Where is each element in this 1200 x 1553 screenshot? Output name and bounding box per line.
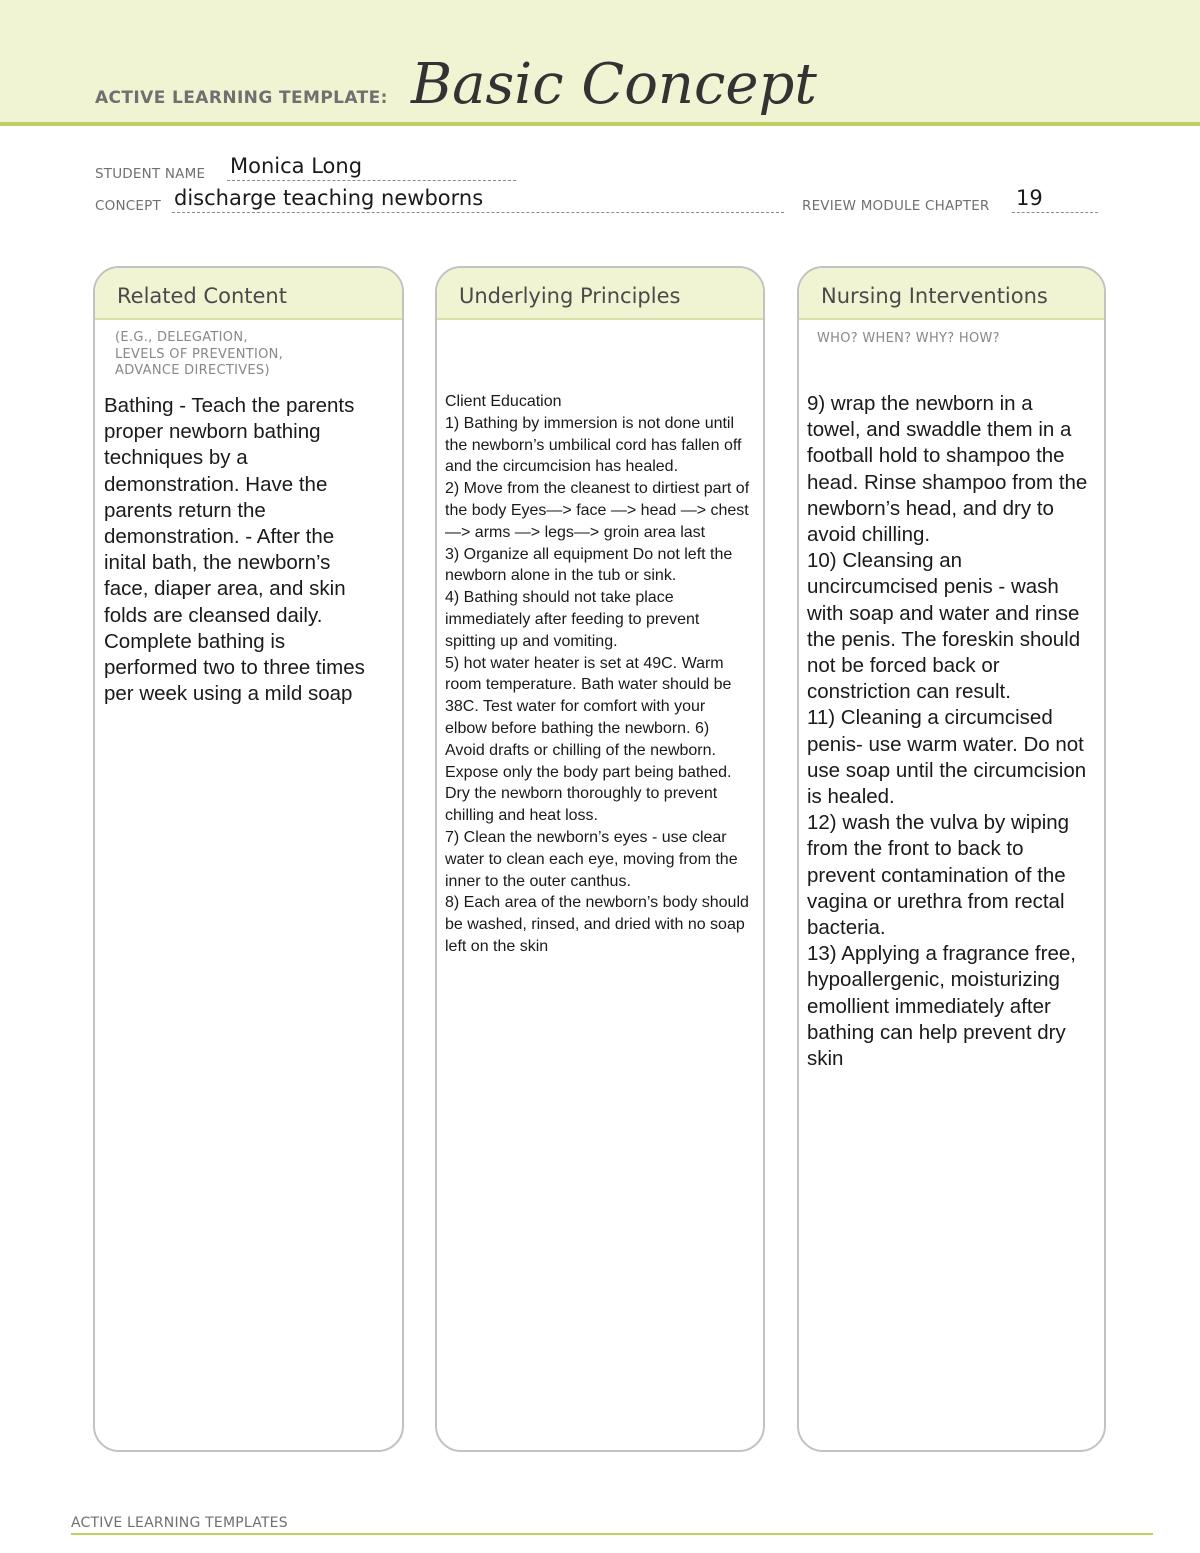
underlying-principles-box: [435, 266, 765, 1452]
student-name-label: STUDENT NAME: [95, 166, 206, 182]
nursing-interventions-title: Nursing Interventions: [821, 284, 1048, 308]
template-title: Basic Concept: [411, 52, 817, 117]
nursing-interventions-box: [797, 266, 1106, 1452]
concept-label: CONCEPT: [95, 198, 161, 214]
review-module-field[interactable]: 19: [1016, 186, 1043, 210]
student-name-field[interactable]: Monica Long: [230, 154, 363, 178]
related-content-hint: (E.G., DELEGATION, LEVELS OF PREVENTION, ADVANCE DIRECTIVES): [115, 330, 284, 378]
related-content-text[interactable]: Bathing - Teach the parents proper newborn bathing techniques by a demonstration. Have the parents return the demonstration. - After the inital bath, the newborn’s face, diaper area, and skin folds are cleansed daily. Complete bathing is performed two to three times per week using a mild soap: [104, 394, 365, 706]
template-label: ACTIVE LEARNING TEMPLATE:: [95, 88, 388, 108]
related-content-box: [93, 266, 404, 1452]
student-name-line: [227, 180, 516, 181]
related-content-title: Related Content: [117, 284, 287, 308]
nursing-interventions-hint: WHO? WHEN? WHY? HOW?: [817, 331, 1000, 346]
underlying-principles-header: [437, 268, 763, 320]
concept-line: [172, 212, 784, 213]
review-module-line: [1012, 212, 1098, 213]
underlying-principles-title: Underlying Principles: [459, 284, 681, 308]
underlying-principles-text[interactable]: Client Education 1) Bathing by immersion is not done until the newborn’s umbilical cord has fallen off and the circumcision has healed. 2) Move from the cleanest to dirtiest part of the body Eyes—> face —> head —> chest —> arms —> legs—> groin area last 3) Organize all equipment Do not left the newborn alone in the tub or sink. 4) Bathing should not take place immediately after feeding to prevent spitting up and vomiting. 5) hot water heater is set at 49C. Warm room temperature. Bath water should be 38C. Test water for comfort with your elbow before bathing the newborn. 6) Avoid drafts or chilling of the newborn. Expose only the body part being bathed. Dry the newborn thoroughly to prevent chilling and heat loss. 7) Clean the newborn’s eyes - use clear water to clean each eye, moving from the inner to the outer canthus. 8) Each area of the newborn’s body should be washed, rinsed, and dried with no soap left on the skin: [445, 393, 750, 955]
footer-rule: [71, 1533, 1153, 1535]
concept-field[interactable]: discharge teaching newborns: [174, 186, 484, 210]
footer-label: ACTIVE LEARNING TEMPLATES: [71, 1515, 288, 1531]
review-module-label: REVIEW MODULE CHAPTER: [802, 198, 990, 214]
nursing-interventions-header: [799, 268, 1104, 320]
related-content-header: [95, 268, 402, 320]
header-rule: [0, 122, 1200, 126]
nursing-interventions-text[interactable]: 9) wrap the newborn in a towel, and swaddle them in a football hold to shampoo the head. Rinse shampoo from the newborn’s head, and dry to avoid chilling. 10) Cleansing an uncircumcised penis - wash with soap and water and rinse the penis. The foreskin should not be forced back or constriction can result. 11) Cleaning a circumcised penis- use warm water. Do not use soap until the circumcision is healed. 12) wash the vulva by wiping from the front to back to prevent contamination of the vagina or urethra from rectal bacteria. 13) Applying a fragrance free, hypoallergenic, moisturizing emollient immediately after bathing can help prevent dry skin: [807, 392, 1088, 1071]
